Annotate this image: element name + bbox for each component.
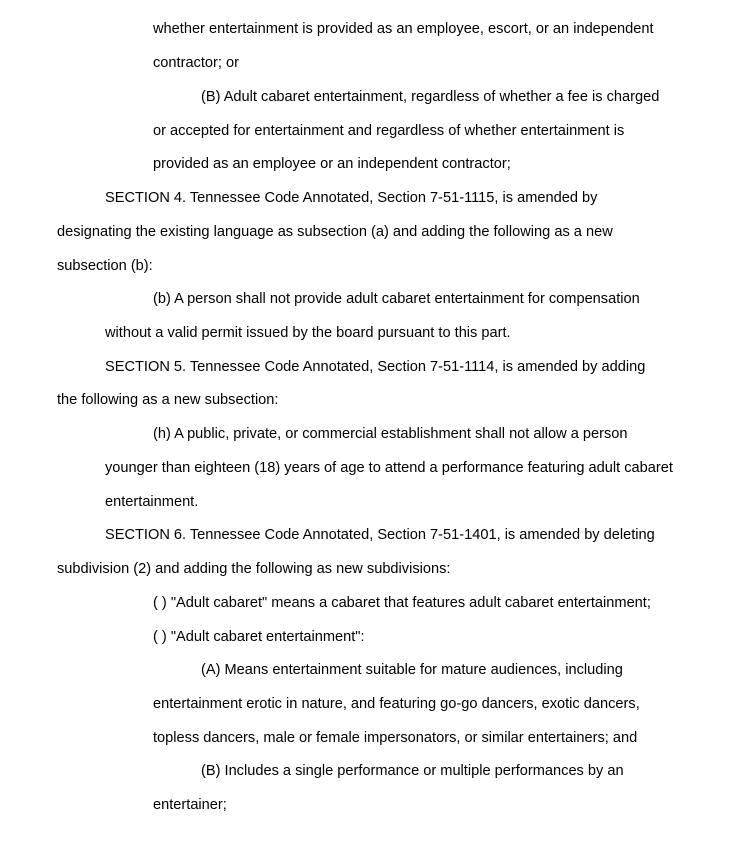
text-line: entertainer; (153, 797, 227, 813)
text-line: entertainment. (105, 494, 199, 510)
text-line: (B) Adult cabaret entertainment, regardless of whether a fee is charged (201, 89, 660, 105)
text-line: or accepted for entertainment and regardless of whether entertainment is (153, 123, 625, 139)
text-line: designating the existing language as subsection (a) and adding the following as a new (57, 224, 613, 240)
text-line: (B) Includes a single performance or multiple performances by an (201, 763, 624, 779)
text-line: entertainment erotic in nature, and featuring go-go dancers, exotic dancers, (153, 696, 640, 712)
text-line: ( ) "Adult cabaret entertainment": (153, 629, 365, 645)
section-heading-line: SECTION 6. Tennessee Code Annotated, Section 7-51-1401, is amended by deleting (105, 527, 655, 543)
text-line: (b) A person shall not provide adult cabaret entertainment for compensation (153, 291, 640, 307)
text-line: younger than eighteen (18) years of age to attend a performance featuring adult cabaret (105, 460, 673, 476)
text-line: topless dancers, male or female impersonators, or similar entertainers; and (153, 730, 638, 746)
section-heading-line: SECTION 5. Tennessee Code Annotated, Section 7-51-1114, is amended by adding (105, 359, 646, 375)
text-line: whether entertainment is provided as an employee, escort, or an independent (153, 21, 654, 37)
text-line: ( ) "Adult cabaret" means a cabaret that features adult cabaret entertainment; (153, 595, 651, 611)
text-line: provided as an employee or an independent contractor; (153, 156, 511, 172)
text-line: (h) A public, private, or commercial establishment shall not allow a person (153, 426, 628, 442)
text-line: the following as a new subsection: (57, 392, 279, 408)
text-line: without a valid permit issued by the board pursuant to this part. (105, 325, 511, 341)
text-line: subsection (b): (57, 258, 153, 274)
text-line: contractor; or (153, 55, 239, 71)
section-heading-line: SECTION 4. Tennessee Code Annotated, Section 7-51-1115, is amended by (105, 190, 598, 206)
text-line: (A) Means entertainment suitable for mature audiences, including (201, 662, 623, 678)
text-line: subdivision (2) and adding the following as new subdivisions: (57, 561, 451, 577)
